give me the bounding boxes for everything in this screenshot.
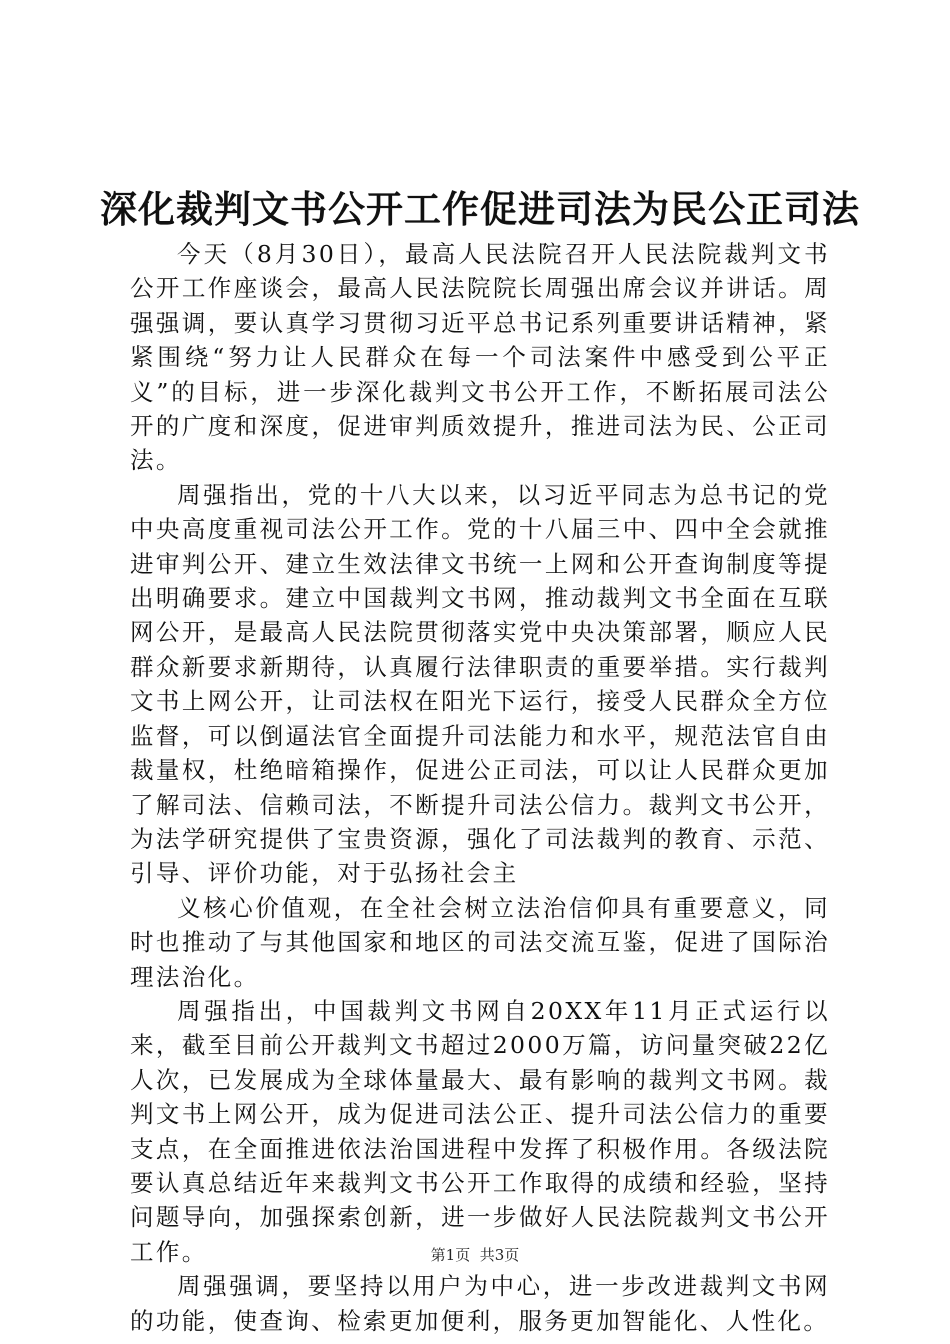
page-number-current: 第1页 [430,1246,471,1264]
paragraph-4: 周强指出，中国裁判文书网自20XX年11月正式运行以来，截至目前公开裁判文书超过2000万篇，访问量突破22亿人次，已发展成为全球体量最大、最有影响的裁判文书网。裁判文书上网公开，成为促进司法公正、提升司法公信力的重要支点，在全面推进依法治国进程中发挥了积极作用。各级法院要认真总结近年来裁判文书公开工作取得的成绩和经验，坚持问题导向，加强探索创新，进一步做好人民法院裁判文书公开工作。 [130,996,830,1266]
paragraph-5: 周强强调，要坚持以用户为中心，进一步改进裁判文书网的功能，使查询、检索更加便利，服务更加智能化、人性化。 [130,1272,830,1335]
document-title: 深化裁判文书公开工作促进司法为民公正司法 [100,187,860,231]
document-body [130,237,830,1338]
page-number-total: 共3页 [479,1246,520,1264]
paragraph-2: 周强指出，党的十八大以来，以习近平同志为总书记的党中央高度重视司法公开工作。党的十八届三中、四中全会就推进审判公开、建立生效法律文书统一上网和公开查询制度等提出明确要求。建立中国裁判文书网，推动裁判文书全面在互联网公开，是最高人民法院贯彻落实党中央决策部署，顺应人民群众新要求新期待，认真履行法律职责的重要举措。实行裁判文书上网公开，让司法权在阳光下运行，接受人民群众全方位监督，可以倒逼法官全面提升司法能力和水平，规范法官自由裁量权，杜绝暗箱操作，促进公正司法，可以让人民群众更加了解司法、信赖司法，不断提升司法公信力。裁判文书公开，为法学研究提供了宝贵资源，强化了司法裁判的教育、示范、引导、评价功能，对于弘扬社会主 [130,480,830,888]
footer-spacer [470,1246,480,1264]
paragraph-1: 今天（8月30日），最高人民法院召开人民法院裁判文书公开工作座谈会，最高人民法院院长周强出席会议并讲话。周强强调，要认真学习贯彻习近平总书记系列重要讲话精神，紧紧围绕“努力让人民群众在每一个司法案件中感受到公平正义”的目标，进一步深化裁判文书公开工作，不断拓展司法公开的广度和深度，促进审判质效提升，推进司法为民、公正司法。 [130,240,830,475]
paragraph-3: 义核心价值观，在全社会树立法治信仰具有重要意义，同时也推动了与其他国家和地区的司法交流互鉴，促进了国际治理法治化。 [130,893,830,991]
page-footer [0,1245,950,1265]
